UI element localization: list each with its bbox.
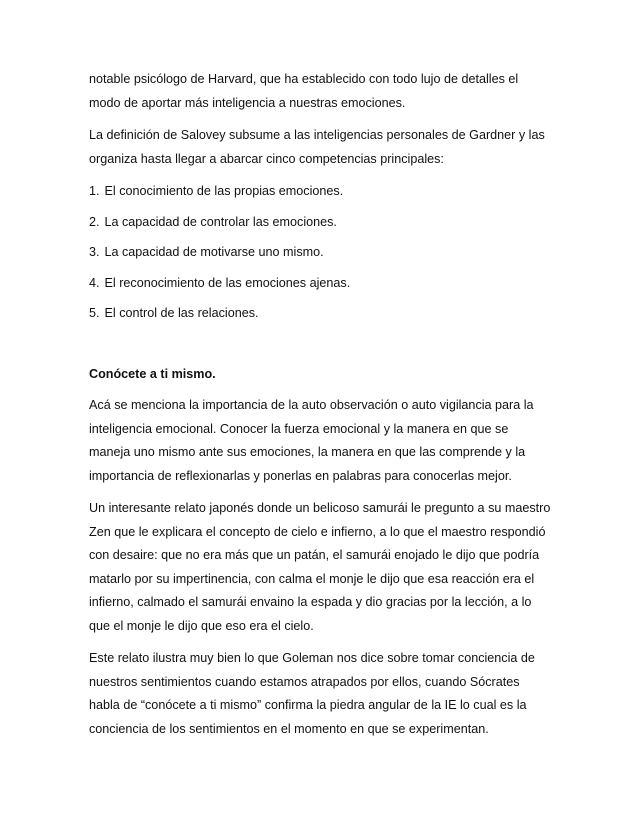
list-item (89, 241, 551, 265)
list-item (89, 180, 551, 204)
paragraph-samurai-story: Un interesante relato japonés donde un belicoso samurái le pregunto a su maestro Zen que le explicara el concepto de cielo e infierno, a lo que el maestro respondió con desaire: que no era más que un patán, el samurái enojado le dijo que podría matarlo por su impertinencia, con calma el monje le dijo que esa reacción era el infierno, calmado el samurái envaino la espada y dio gracias por la lección, a lo que el monje le dijo que eso era el cielo. (89, 501, 551, 633)
list-text: La capacidad de controlar las emociones. (104, 214, 337, 229)
list-text: El conocimiento de las propias emociones. (104, 184, 344, 198)
paragraph-goleman: notable psicólogo de Harvard, que ha establecido con todo lujo de detalles el modo de aportar más inteligencia a nuestras emociones. (89, 72, 519, 110)
paragraph-goleman-socrates: Este relato ilustra muy bien lo que Goleman nos dice sobre tomar conciencia de nuestros sentimientos cuando estamos atrapados por ellos, cuando Sócrates habla de “conócete a ti mismo” confirma la piedra angular de la IE lo cual es la conciencia de los sentimientos en el momento en que se experimentan. (89, 651, 535, 736)
section-heading: Conócete a ti mismo. (89, 366, 216, 381)
list-text: El reconocimiento de las emociones ajenas. (104, 275, 351, 290)
document-body (89, 68, 551, 750)
competencies-list (89, 180, 551, 326)
list-item (89, 211, 551, 235)
list-number: 4. (89, 275, 100, 290)
list-number: 5. (89, 306, 100, 320)
list-number: 1. (89, 184, 100, 198)
list-item (89, 302, 551, 326)
section-spacer (89, 333, 551, 363)
list-number: 2. (89, 214, 100, 229)
paragraph-salovey: La definición de Salovey subsume a las inteligencias personales de Gardner y las organiza hasta llegar a abarcar cinco competencias principales: (89, 128, 545, 166)
list-text: El control de las relaciones. (104, 306, 259, 320)
paragraph-self-observation: Acá se menciona la importancia de la auto observación o auto vigilancia para la inteligencia emocional. Conocer la fuerza emocional y la manera en que se maneja uno mismo ante sus emociones, la manera en que las comprende y la importancia de reflexionarlas y ponerlas en palabras para conocerlas mejor. (89, 398, 534, 483)
list-number: 3. (89, 245, 100, 259)
list-item (89, 272, 551, 296)
list-text: La capacidad de motivarse uno mismo. (104, 245, 324, 259)
